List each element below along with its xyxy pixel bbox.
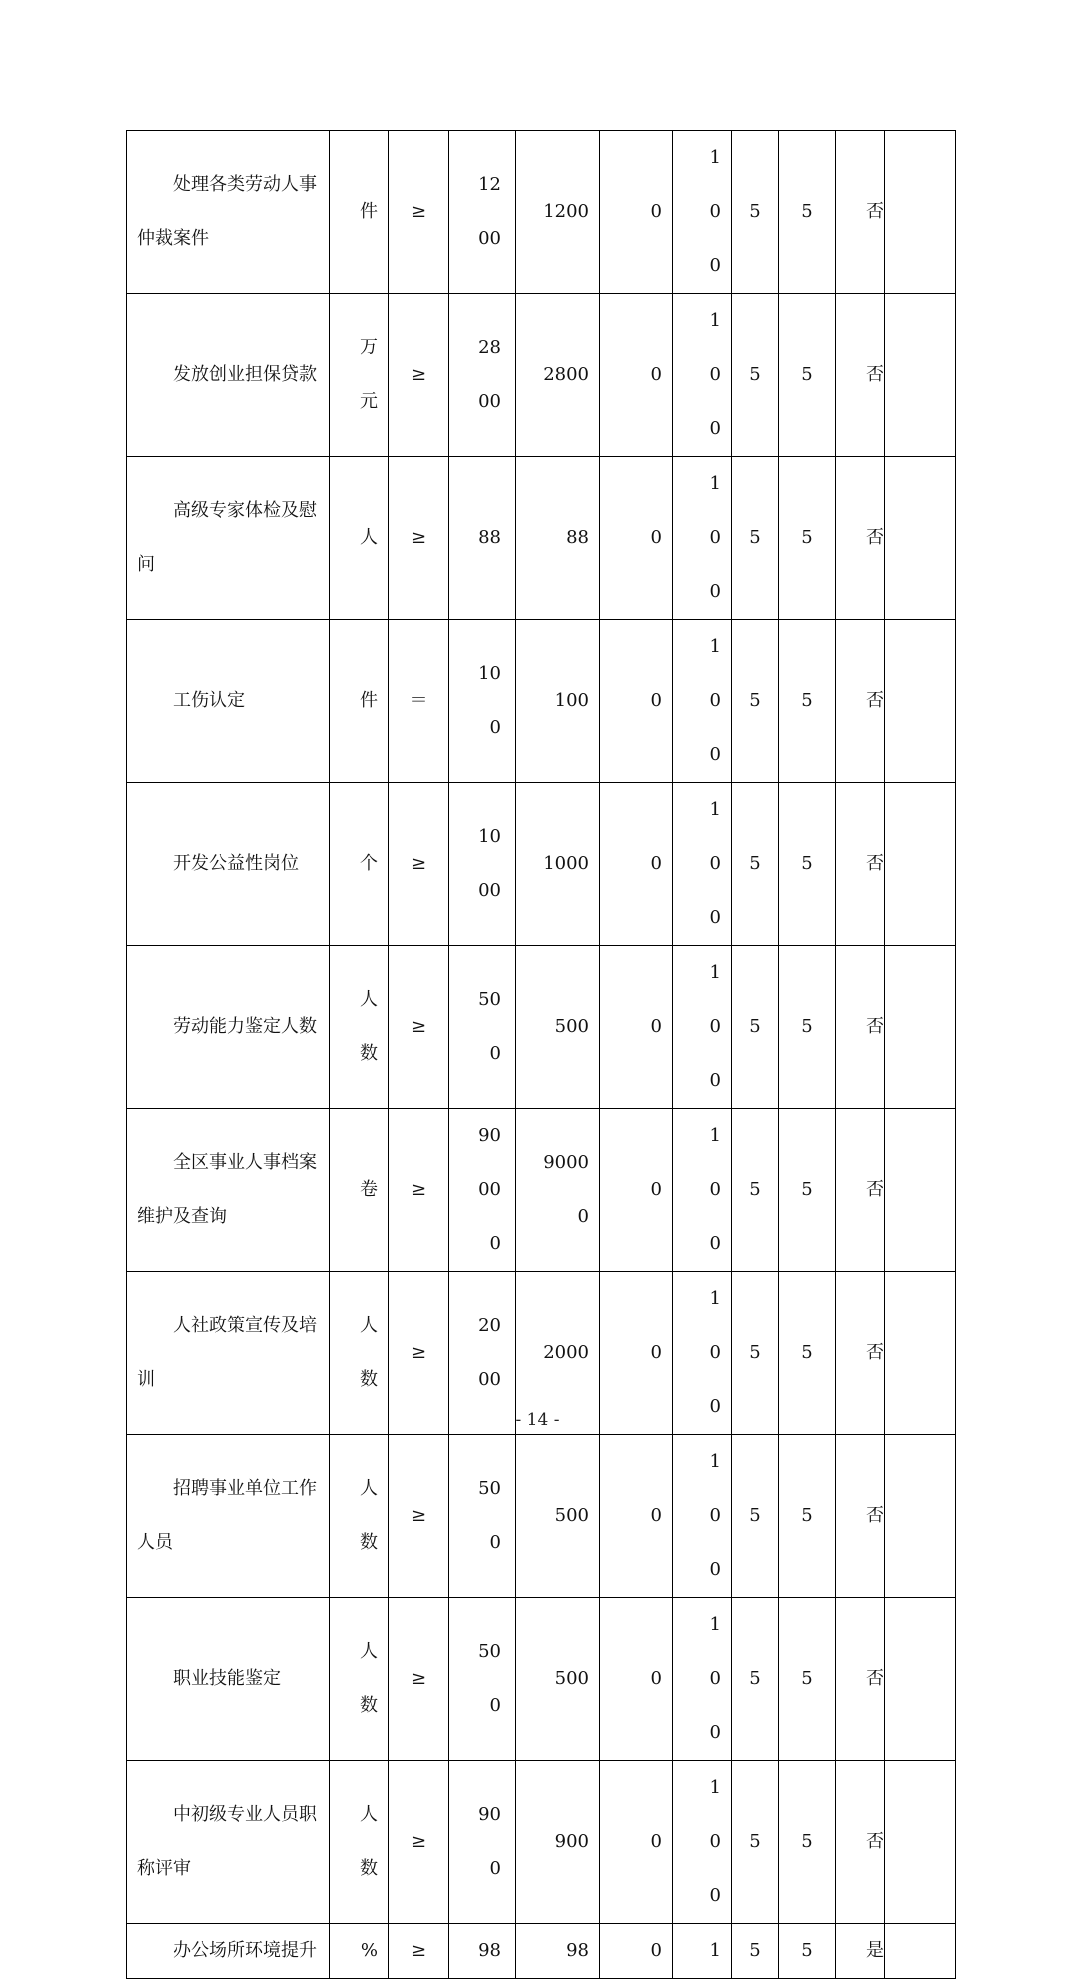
remark-cell	[885, 294, 956, 457]
score-cell: 5	[779, 1435, 836, 1598]
actual-value-cell: 500	[516, 1598, 600, 1761]
weight-cell: 5	[732, 1598, 779, 1761]
weight-cell: 5	[732, 620, 779, 783]
table-row	[127, 1435, 956, 1598]
indicator-name-cell: 开发公益性岗位	[127, 783, 330, 946]
deviation-cell: 0	[600, 1598, 673, 1761]
flag-cell: 否	[836, 946, 885, 1109]
table-row	[127, 1924, 956, 1979]
table-row	[127, 131, 956, 294]
unit-cell: 人数	[330, 1272, 389, 1435]
table-row	[127, 1109, 956, 1272]
target-value-cell: 900	[449, 1761, 516, 1924]
completion-rate-cell: 100	[673, 783, 732, 946]
remark-cell	[885, 1435, 956, 1598]
remark-cell	[885, 1924, 956, 1979]
score-cell: 5	[779, 457, 836, 620]
table-row	[127, 294, 956, 457]
deviation-cell: 0	[600, 620, 673, 783]
target-value-cell: 1200	[449, 131, 516, 294]
weight-cell: 5	[732, 294, 779, 457]
completion-rate-cell: 100	[673, 131, 732, 294]
flag-cell: 否	[836, 131, 885, 294]
indicator-name-cell: 招聘事业单位工作人员	[127, 1435, 330, 1598]
weight-cell: 5	[732, 457, 779, 620]
completion-rate-cell: 100	[673, 457, 732, 620]
remark-cell	[885, 457, 956, 620]
weight-cell: 5	[732, 1435, 779, 1598]
score-cell: 5	[779, 1924, 836, 1979]
score-cell: 5	[779, 1272, 836, 1435]
weight-cell: 5	[732, 131, 779, 294]
flag-cell: 否	[836, 1272, 885, 1435]
actual-value-cell: 1200	[516, 131, 600, 294]
unit-cell: 人数	[330, 1598, 389, 1761]
flag-cell: 否	[836, 1109, 885, 1272]
indicator-name-cell: 高级专家体检及慰问	[127, 457, 330, 620]
completion-rate-cell: 100	[673, 946, 732, 1109]
weight-cell: 5	[732, 1272, 779, 1435]
indicator-name-cell: 办公场所环境提升	[127, 1924, 330, 1979]
weight-cell: 5	[732, 946, 779, 1109]
actual-value-cell: 2000	[516, 1272, 600, 1435]
remark-cell	[885, 946, 956, 1109]
flag-cell: 否	[836, 620, 885, 783]
indicator-name-cell: 劳动能力鉴定人数	[127, 946, 330, 1109]
flag-cell: 否	[836, 783, 885, 946]
flag-cell: 否	[836, 1435, 885, 1598]
operator-cell: ≥	[389, 1109, 449, 1272]
operator-cell: ≥	[389, 457, 449, 620]
actual-value-cell: 500	[516, 946, 600, 1109]
deviation-cell: 0	[600, 783, 673, 946]
indicator-name-cell: 职业技能鉴定	[127, 1598, 330, 1761]
operator-cell: ≥	[389, 294, 449, 457]
flag-cell: 否	[836, 1598, 885, 1761]
actual-value-cell: 2800	[516, 294, 600, 457]
operator-cell: ≥	[389, 783, 449, 946]
completion-rate-cell: 100	[673, 1598, 732, 1761]
target-value-cell: 88	[449, 457, 516, 620]
operator-cell: ≥	[389, 1761, 449, 1924]
unit-cell: 个	[330, 783, 389, 946]
unit-cell: 人数	[330, 1435, 389, 1598]
indicator-name-cell: 人社政策宣传及培训	[127, 1272, 330, 1435]
flag-cell: 是	[836, 1924, 885, 1979]
target-value-cell: 2000	[449, 1272, 516, 1435]
target-value-cell: 98	[449, 1924, 516, 1979]
indicator-name-cell: 全区事业人事档案维护及查询	[127, 1109, 330, 1272]
target-value-cell: 500	[449, 1598, 516, 1761]
deviation-cell: 0	[600, 1435, 673, 1598]
score-cell: 5	[779, 294, 836, 457]
unit-cell: 人	[330, 457, 389, 620]
completion-rate-cell: 100	[673, 294, 732, 457]
remark-cell	[885, 1761, 956, 1924]
unit-cell: 人数	[330, 1761, 389, 1924]
deviation-cell: 0	[600, 457, 673, 620]
target-value-cell: 500	[449, 1435, 516, 1598]
operator-cell: ≥	[389, 1272, 449, 1435]
actual-value-cell: 900	[516, 1761, 600, 1924]
table-row	[127, 1761, 956, 1924]
table-row	[127, 783, 956, 946]
table-row	[127, 1598, 956, 1761]
completion-rate-cell: 100	[673, 1435, 732, 1598]
flag-cell: 否	[836, 1761, 885, 1924]
unit-cell: 人数	[330, 946, 389, 1109]
target-value-cell: 90000	[449, 1109, 516, 1272]
operator-cell: ≥	[389, 1598, 449, 1761]
indicator-name-cell: 处理各类劳动人事仲裁案件	[127, 131, 330, 294]
remark-cell	[885, 620, 956, 783]
actual-value-cell: 100	[516, 620, 600, 783]
score-cell: 5	[779, 783, 836, 946]
score-cell: 5	[779, 1598, 836, 1761]
score-cell: 5	[779, 620, 836, 783]
deviation-cell: 0	[600, 294, 673, 457]
operator-cell: ≥	[389, 131, 449, 294]
deviation-cell: 0	[600, 131, 673, 294]
remark-cell	[885, 1598, 956, 1761]
remark-cell	[885, 131, 956, 294]
completion-rate-cell: 100	[673, 1272, 732, 1435]
target-value-cell: 2800	[449, 294, 516, 457]
deviation-cell: 0	[600, 1272, 673, 1435]
unit-cell: 卷	[330, 1109, 389, 1272]
actual-value-cell: 500	[516, 1435, 600, 1598]
actual-value-cell: 1000	[516, 783, 600, 946]
score-cell: 5	[779, 946, 836, 1109]
operator-cell: ＝	[389, 620, 449, 783]
target-value-cell: 100	[449, 620, 516, 783]
deviation-cell: 0	[600, 1109, 673, 1272]
operator-cell: ≥	[389, 1924, 449, 1979]
weight-cell: 5	[732, 1924, 779, 1979]
performance-indicator-table	[126, 130, 956, 1979]
unit-cell: %	[330, 1924, 389, 1979]
weight-cell: 5	[732, 1761, 779, 1924]
indicator-name-cell: 中初级专业人员职称评审	[127, 1761, 330, 1924]
actual-value-cell: 88	[516, 457, 600, 620]
operator-cell: ≥	[389, 1435, 449, 1598]
deviation-cell: 0	[600, 946, 673, 1109]
unit-cell: 件	[330, 131, 389, 294]
flag-cell: 否	[836, 294, 885, 457]
deviation-cell: 0	[600, 1924, 673, 1979]
operator-cell: ≥	[389, 946, 449, 1109]
completion-rate-cell: 100	[673, 620, 732, 783]
score-cell: 5	[779, 1109, 836, 1272]
flag-cell: 否	[836, 457, 885, 620]
score-cell: 5	[779, 1761, 836, 1924]
score-cell: 5	[779, 131, 836, 294]
target-value-cell: 500	[449, 946, 516, 1109]
unit-cell: 件	[330, 620, 389, 783]
table-row	[127, 946, 956, 1109]
remark-cell	[885, 783, 956, 946]
actual-value-cell: 90000	[516, 1109, 600, 1272]
target-value-cell: 1000	[449, 783, 516, 946]
deviation-cell: 0	[600, 1761, 673, 1924]
indicator-name-cell: 工伤认定	[127, 620, 330, 783]
completion-rate-cell: 1	[673, 1924, 732, 1979]
page-number: - 14 -	[515, 1410, 560, 1430]
completion-rate-cell: 100	[673, 1761, 732, 1924]
table-row	[127, 620, 956, 783]
weight-cell: 5	[732, 783, 779, 946]
actual-value-cell: 98	[516, 1924, 600, 1979]
remark-cell	[885, 1109, 956, 1272]
weight-cell: 5	[732, 1109, 779, 1272]
indicator-name-cell: 发放创业担保贷款	[127, 294, 330, 457]
completion-rate-cell: 100	[673, 1109, 732, 1272]
table-row	[127, 457, 956, 620]
unit-cell: 万元	[330, 294, 389, 457]
